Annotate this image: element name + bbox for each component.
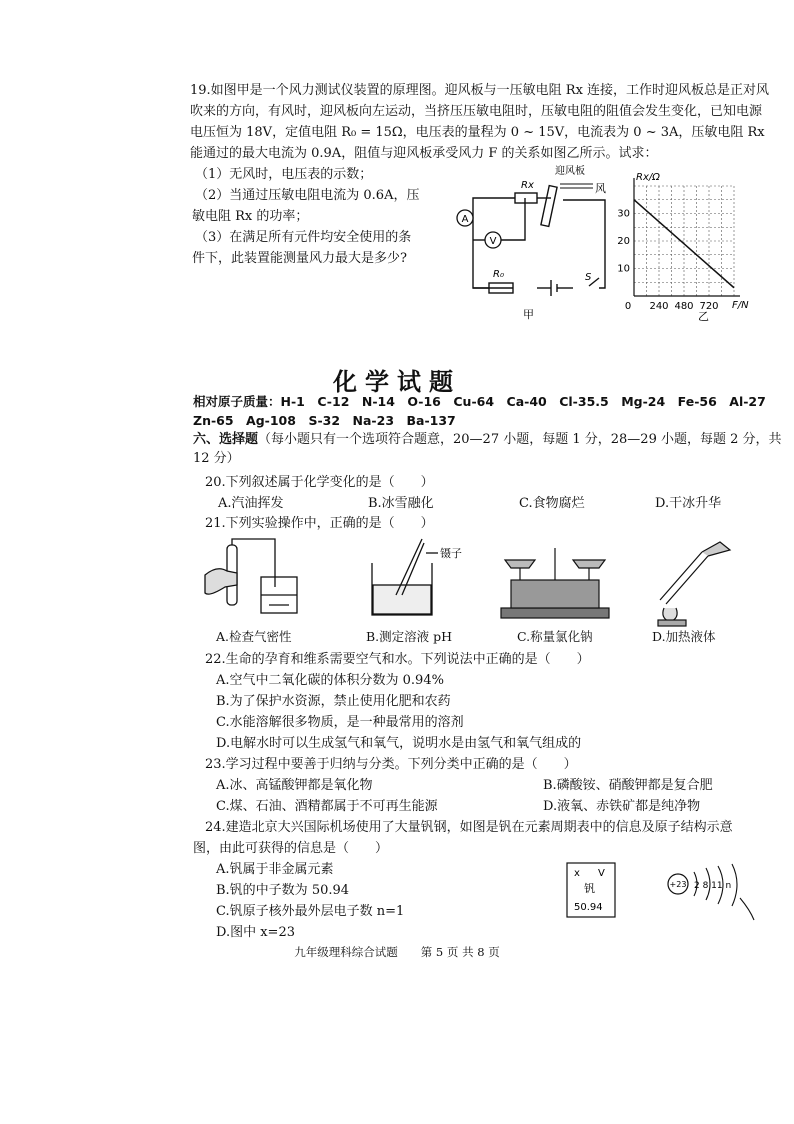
- element-mass: 50.94: [574, 902, 603, 913]
- q20-option-b: B.冰雪融化: [368, 496, 434, 511]
- q19-sub3b: 件下，此装置能测量风力最大是多少?: [192, 251, 407, 266]
- x-tick-label: 480: [674, 301, 694, 312]
- board-label: 迎风板: [555, 166, 585, 177]
- voltmeter-label: V: [489, 236, 497, 247]
- heating-liquid-image: [640, 538, 750, 628]
- y-tick-label: 10: [617, 263, 630, 275]
- q22-option-d: D.电解水时可以生成氢气和氧气，说明水是由氢气和氧气组成的: [216, 736, 582, 751]
- chem-title: 化学试题: [333, 368, 461, 396]
- q23-option-d: D.液氧、赤铁矿都是纯净物: [543, 799, 701, 814]
- atom-structure: [660, 858, 770, 928]
- q21-option-d: D.加热液体: [652, 629, 716, 644]
- q23-option-b: B.磷酸铵、硝酸钾都是复合肥: [543, 778, 713, 793]
- element-number: x: [574, 868, 580, 879]
- q19-sub2a: （2）当通过压敏电阻电流为 0.6A，压: [195, 188, 420, 203]
- balance-image: [495, 538, 615, 628]
- x-tick-label: 240: [649, 301, 669, 312]
- ammeter-label: A: [461, 214, 469, 225]
- q22-option-a: A.空气中二氧化碳的体积分数为 0.94%: [216, 673, 444, 688]
- q24-option-a: A.钒属于非金属元素: [216, 862, 334, 877]
- element-cell: [566, 862, 616, 918]
- q23-stem: 23.学习过程中要善于归纳与分类。下列分类中正确的是（ ）: [205, 757, 577, 772]
- ph-test-image: [360, 535, 470, 625]
- element-name: 钒: [584, 882, 595, 895]
- q23-option-c: C.煤、石油、酒精都属于不可再生能源: [216, 799, 438, 814]
- q24-option-b: B.钒的中子数为 50.94: [216, 883, 350, 898]
- airtightness-apparatus-image: [195, 535, 325, 625]
- q20-option-a: A.汽油挥发: [218, 496, 284, 511]
- q24-option-c: C.钒原子核外最外层电子数 n=1: [216, 904, 405, 919]
- atom-nucleus: +23: [669, 880, 687, 889]
- rx-force-graph: [612, 168, 762, 328]
- y-tick-label: 20: [617, 236, 630, 247]
- x-axis-label: F/N: [732, 300, 749, 311]
- q21-stem: 21.下列实验操作中，正确的是（ ）: [205, 516, 434, 531]
- q19-sub2b: 敏电阻 Rx 的功率；: [192, 209, 309, 224]
- atomic-masses: 相对原子质量：H-1 C-12 N-14 O-16 Cu-64 Ca-40 Cl-35.5 Mg-24 Fe-56 Al-27 Zn-65 Ag-108 S-32 Na-23 Ba-137: [193, 394, 779, 428]
- section-heading: [193, 430, 783, 468]
- wind-label: 风: [595, 182, 606, 195]
- q21-option-a: A.检查气密性: [216, 629, 292, 644]
- q20-stem: 20.下列叙述属于化学变化的是（ ）: [205, 475, 434, 490]
- y-axis-label: Rx/Ω: [636, 172, 660, 183]
- q20-option-d: D.干冰升华: [655, 496, 722, 511]
- circuit-caption: 甲: [523, 308, 534, 321]
- q22-stem: 22.生命的孕育和维系需要空气和水。下列说法中正确的是（ ）: [205, 652, 590, 667]
- section-note: （每小题只有一个选项符合题意，20—27 小题，每题 1 分，28—29 小题，每题 2 分，共 12 分）: [193, 432, 782, 466]
- q20-option-c: C.食物腐烂: [519, 496, 585, 511]
- q19-sub3a: （3）在满足所有元件均安全使用的条: [195, 230, 412, 245]
- section-head: 六、选择题: [193, 432, 259, 447]
- rx-label: Rx: [521, 180, 534, 191]
- x-tick-label: 720: [699, 301, 719, 312]
- q22-option-b: B.为了保护水资源，禁止使用化肥和农药: [216, 694, 451, 709]
- q23-option-a: A.冰、高锰酸钾都是氧化物: [216, 778, 373, 793]
- q21-option-b: B.测定溶液 pH: [366, 629, 453, 644]
- q22-option-c: C.水能溶解很多物质，是一种最常用的溶剂: [216, 715, 464, 730]
- element-symbol: V: [598, 868, 605, 879]
- atom-shells: 2 8 11 n: [694, 881, 732, 891]
- switch-label: S: [585, 272, 592, 283]
- circuit-diagram: [455, 160, 615, 330]
- q24-stem-line1: 24.建造北京大兴国际机场使用了大量钒钢，如图是钒在元素周期表中的信息及原子结构示意: [205, 820, 733, 835]
- y-tick-label: 30: [617, 208, 630, 220]
- q19-intro: 19.如图甲是一个风力测试仪装置的原理图。迎风板与一压敏电阻 Rx 连接，工作时迎风板总是正对风吹来的方向，有风时，迎风板向左运动，当挤压压敏电阻时，压敏电阻的阻值会发生变化，已知电源电压恒为 18V，定值电阻 R₀ = 15Ω，电压表的量程为 0 ~ 15V，电流表为 0 ~ 3A，压敏电阻 Rx 能通过的最大电流为 0.9A，阻值与迎风板承受风力 F 的关系如图乙所示。试求：: [190, 83, 770, 161]
- x-tick-label: 0: [624, 301, 632, 312]
- q19-sub1: （1）无风时，电压表的示数；: [195, 167, 373, 182]
- q24-stem-line2: 图，由此可获得的信息是（ ）: [193, 841, 389, 856]
- tweezers-label: 镊子: [440, 547, 462, 560]
- q21-option-c: C.称量氯化钠: [517, 629, 593, 644]
- page-footer: 九年级理科综合试题 第 5 页 共 8 页: [294, 945, 500, 959]
- r0-label: R₀: [493, 269, 504, 280]
- graph-caption: 乙: [698, 310, 709, 323]
- q24-option-d: D.图中 x=23: [216, 925, 295, 940]
